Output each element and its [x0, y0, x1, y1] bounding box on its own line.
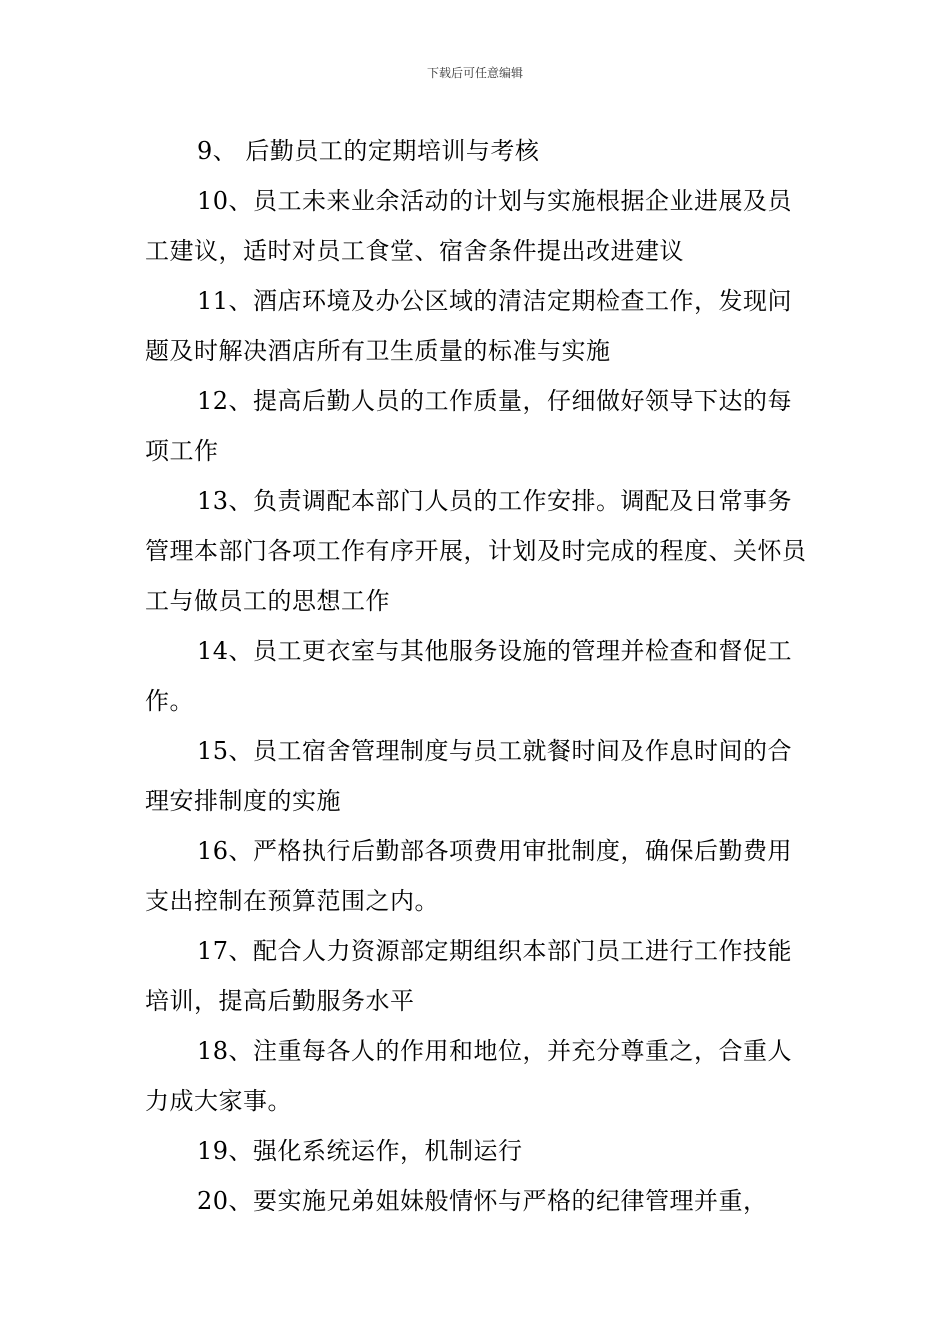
- paragraph-item-10: 10、员工未来业余活动的计划与实施根据企业进展及员工建议，适时对员工食堂、宿舍条件提出改进建议: [145, 187, 793, 265]
- paragraph-item-9: 9、 后勤员工的定期培训与考核: [197, 137, 540, 165]
- paragraph-item-14: 14、员工更衣室与其他服务设施的管理并检查和督促工作。: [145, 637, 793, 715]
- paragraph-item-11: 11、酒店环境及办公区域的清洁定期检查工作，发现问题及时解决酒店所有卫生质量的标准与实施: [145, 287, 793, 365]
- paragraph-item-17: 17、配合人力资源部定期组织本部门员工进行工作技能培训，提高后勤服务水平: [145, 937, 793, 1015]
- document-body: [145, 126, 810, 1226]
- paragraph-item-13: 13、负责调配本部门人员的工作安排。调配及日常事务管理本部门各项工作有序开展，计划及时完成的程度、关怀员工与做员工的思想工作: [145, 487, 807, 615]
- paragraph-item-12: 12、提高后勤人员的工作质量，仔细做好领导下达的每项工作: [145, 387, 793, 465]
- paragraph-item-16: 16、严格执行后勤部各项费用审批制度，确保后勤费用支出控制在预算范围之内。: [145, 837, 793, 915]
- paragraph-item-20: 20、要实施兄弟姐妹般情怀与严格的纪律管理并重，: [197, 1187, 768, 1215]
- paragraph-item-15: 15、员工宿舍管理制度与员工就餐时间及作息时间的合理安排制度的实施: [145, 737, 793, 815]
- page-header-note: 下载后可任意编辑: [426, 66, 523, 80]
- paragraph-item-19: 19、强化系统运作，机制运行: [197, 1137, 523, 1165]
- paragraph-item-18: 18、注重每各人的作用和地位，并充分尊重之，合重人力成大家事。: [145, 1037, 793, 1115]
